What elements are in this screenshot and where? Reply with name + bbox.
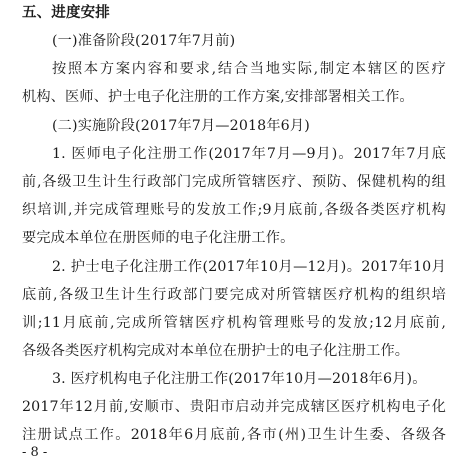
- paragraph-line: 按照本方案内容和要求,结合当地实际,制定本辖区的医疗: [52, 61, 446, 77]
- paragraph-line: 注册试点工作。2018年6月底前,各市(州)卫生计生委、各级各: [22, 427, 446, 443]
- paragraph-line: 2017年12月前,安顺市、贵阳市启动并完成辖区医疗机构电子化: [22, 399, 446, 415]
- paragraph-line: 织培训,并完成管理账号的发放工作;9月底前,各级各类医疗机构: [22, 202, 446, 218]
- paragraph-line: 训;11月底前,完成所管辖医疗机构管理账号的发放;12月底前,: [22, 315, 446, 331]
- section-heading: 五、进度安排: [22, 5, 110, 21]
- page-number: - 8 -: [22, 445, 48, 460]
- paragraph-line: 3. 医疗机构电子化注册工作(2017年10月—2018年6月)。: [52, 371, 427, 387]
- paragraph-line: 底前,各级卫生计生行政部门要完成对所管辖医疗机构的组织培: [22, 287, 446, 303]
- subsection-heading-preparation: (一)准备阶段(2017年7月前): [52, 33, 236, 49]
- paragraph-line: 要完成本单位在册医师的电子化注册工作。: [22, 230, 295, 246]
- paragraph-line: 2. 护士电子化注册工作(2017年10月—12月)。2017年10月: [52, 259, 446, 275]
- paragraph-line: 机构、医师、护士电子化注册的工作方案,安排部署相关工作。: [22, 89, 414, 105]
- paragraph-line: 1. 医师电子化注册工作(2017年7月—9月)。2017年7月底: [52, 146, 446, 162]
- paragraph-line: 各级各类医疗机构完成对本单位在册护士的电子化注册工作。: [22, 343, 410, 359]
- paragraph-line: 前,各级卫生计生行政部门完成所管辖医疗、预防、保健机构的组: [22, 174, 446, 190]
- subsection-heading-implementation: (二)实施阶段(2017年7月—2018年6月): [52, 118, 310, 134]
